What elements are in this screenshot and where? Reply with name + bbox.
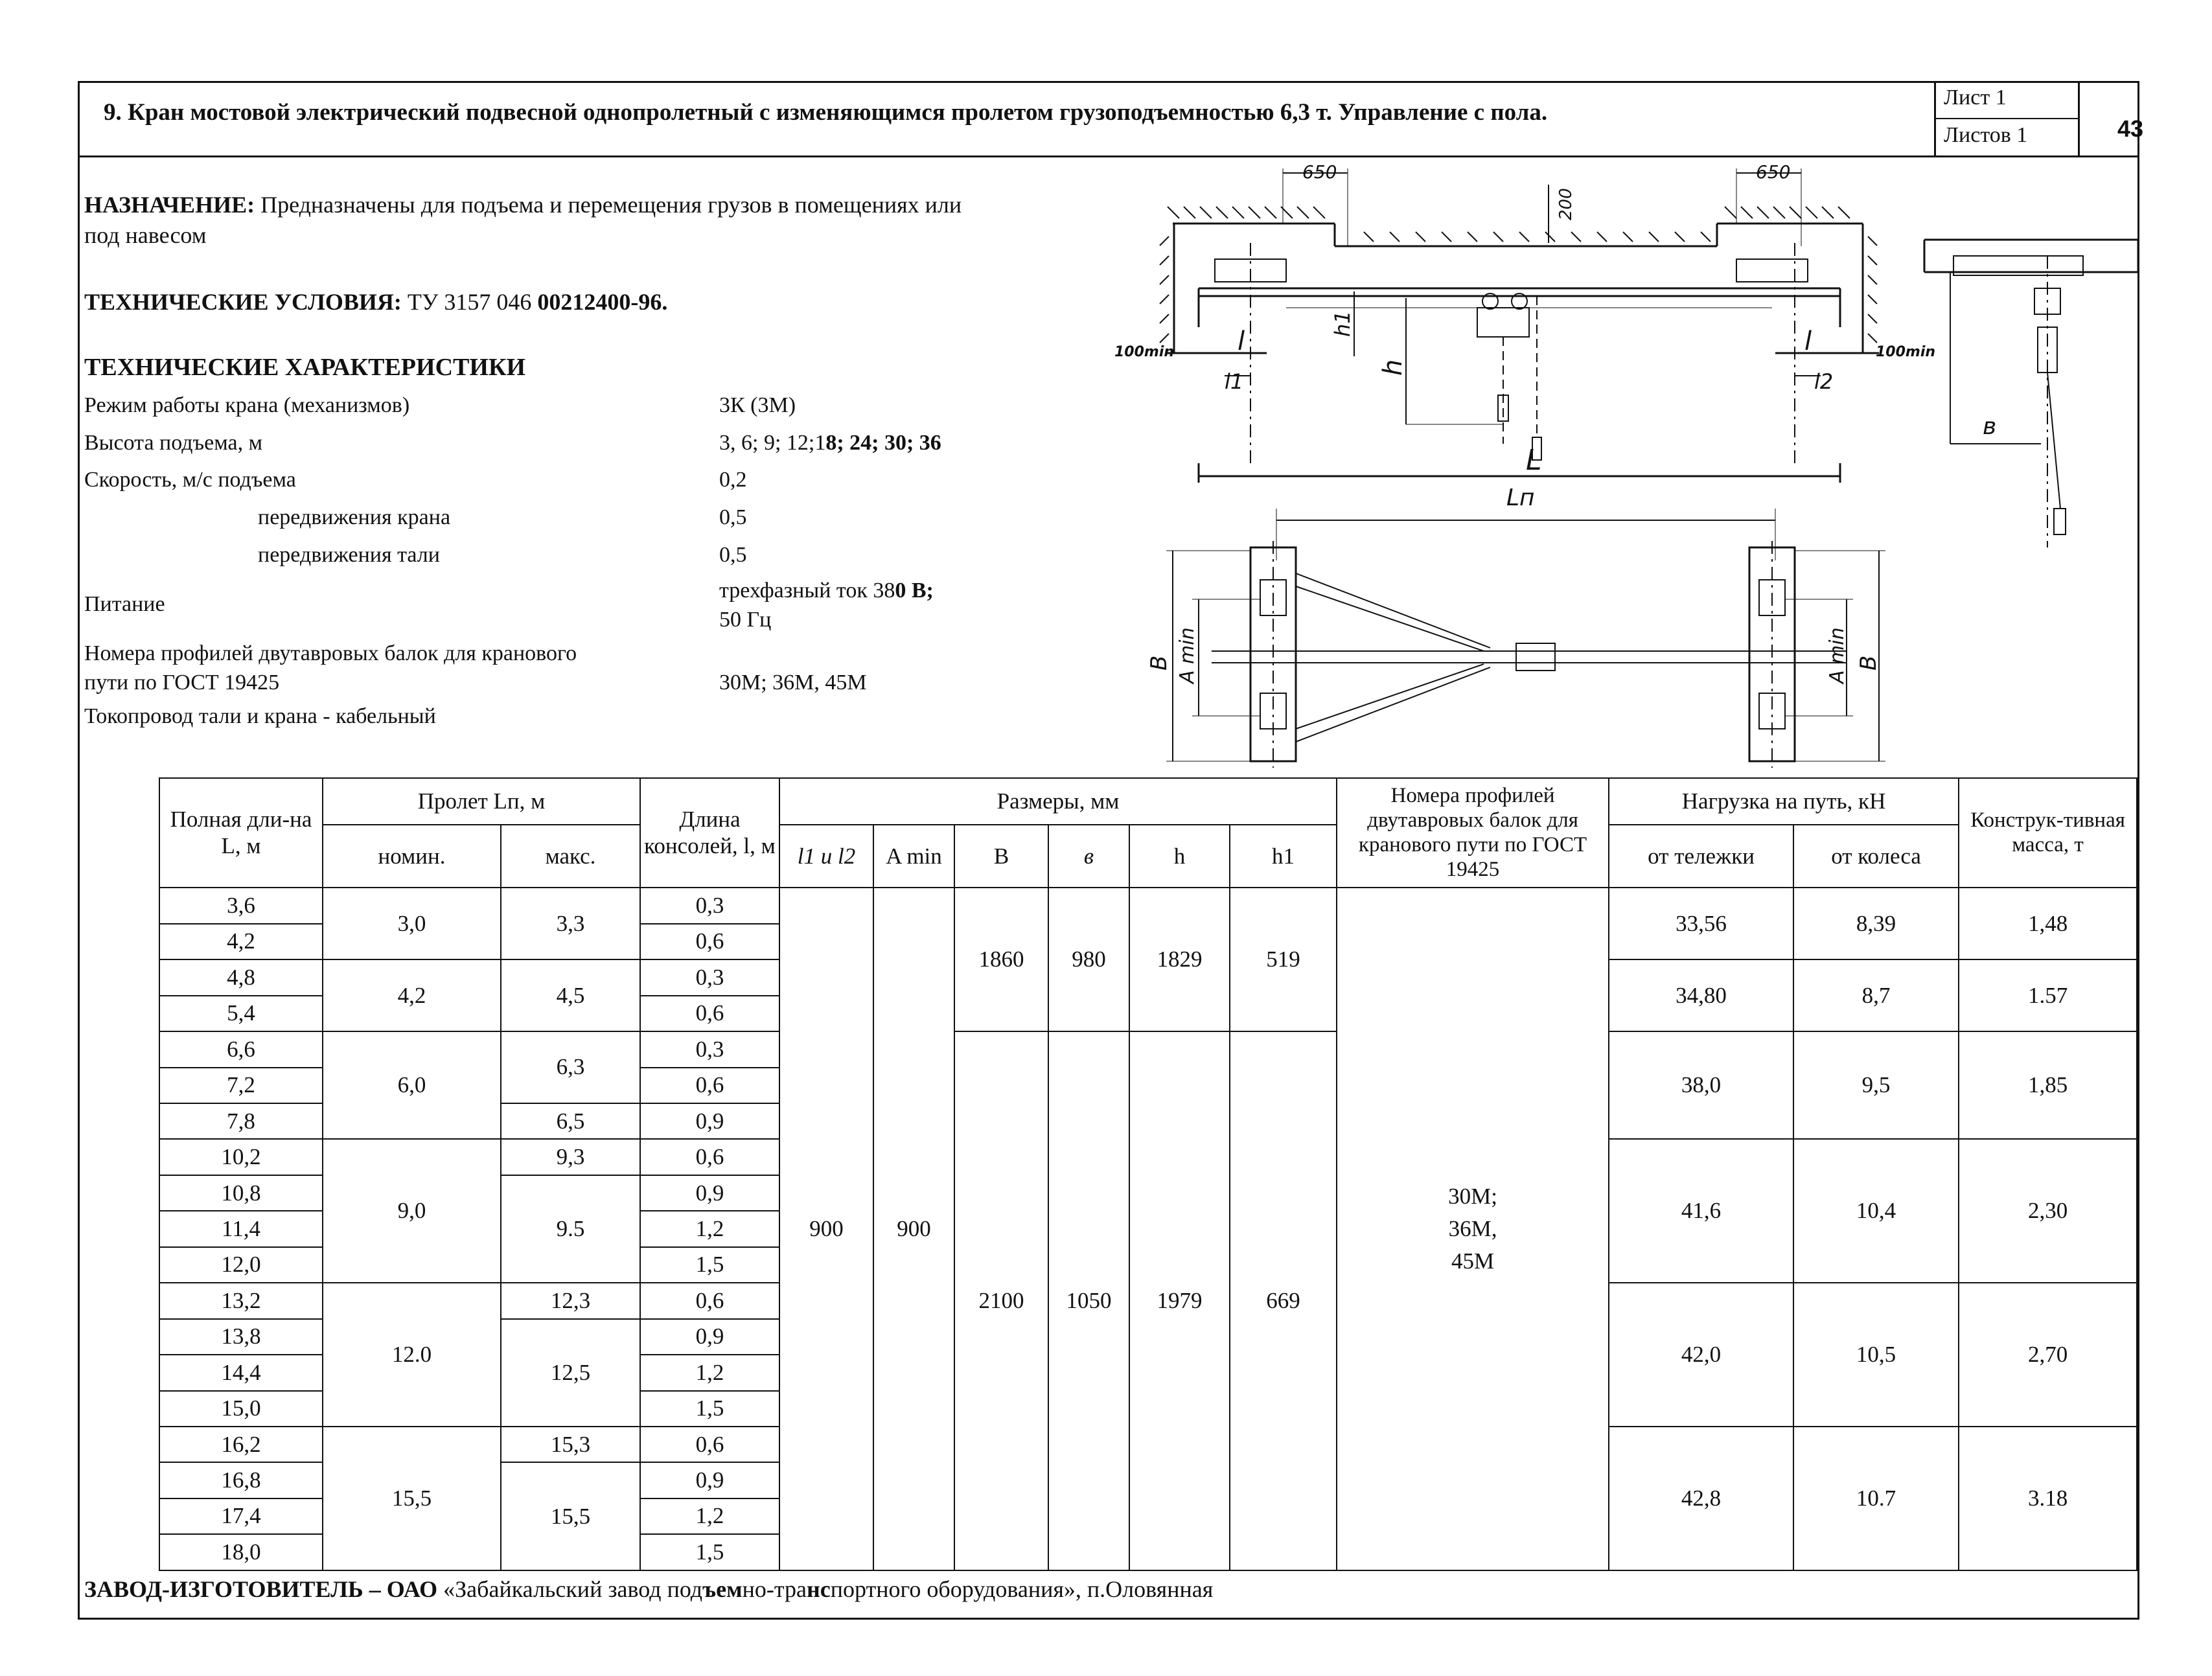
cell-console: 0,3 xyxy=(640,959,779,995)
page-number: 43 xyxy=(2117,115,2144,142)
cell-span-nom: 9,0 xyxy=(323,1139,501,1283)
label-Amin-left: A min xyxy=(1176,627,1199,683)
speed-crane-value: 0,5 xyxy=(719,505,747,529)
cell-span-nom: 6,0 xyxy=(323,1031,501,1139)
profile-1: 30М; xyxy=(1448,1183,1497,1209)
cell-L: 12,0 xyxy=(159,1247,323,1283)
cell-load-wheel: 9,5 xyxy=(1793,1031,1959,1139)
label-B-left: B xyxy=(1146,655,1172,671)
cell-h-group2: 1979 xyxy=(1129,1031,1230,1570)
label-100min-right: 100min xyxy=(1876,344,1936,360)
cell-L: 7,8 xyxy=(159,1103,323,1139)
label-Lp: Lп xyxy=(1506,485,1535,511)
tech-conditions-value-b: 00212400-96. xyxy=(537,289,668,315)
header-h1: h1 xyxy=(1230,825,1337,888)
cell-L: 16,2 xyxy=(159,1427,323,1462)
cell-load-wheel: 8,39 xyxy=(1793,888,1959,959)
header-amin: A min xyxy=(873,825,954,888)
cell-mass: 1,85 xyxy=(1959,1031,2137,1139)
crane-parameters-table xyxy=(159,777,2137,1571)
cell-span-max: 4,5 xyxy=(501,959,640,1031)
tech-conditions-value-a: ТУ 3157 046 xyxy=(401,289,538,315)
cell-l1l2: 900 xyxy=(779,888,873,1570)
beams-value: 30М; 36М, 45М xyxy=(719,671,867,695)
purpose-line-1 xyxy=(84,191,962,218)
height-value-b: 8; 24; 30; 36 xyxy=(825,431,941,455)
speed-label: Скорость, м/с подъема xyxy=(84,468,296,492)
cell-L: 7,2 xyxy=(159,1068,323,1103)
height-value-a: 3, 6; 9; 12;1 xyxy=(719,431,826,455)
cell-span-nom: 15,5 xyxy=(323,1427,501,1570)
cell-console: 1,5 xyxy=(640,1391,779,1427)
cell-console: 0,9 xyxy=(640,1175,779,1211)
cell-L: 13,8 xyxy=(159,1319,323,1355)
plan-view xyxy=(1146,485,1885,768)
header-span-nom: номин. xyxy=(323,825,501,888)
header-full-length: Полная дли-на L, м xyxy=(159,778,323,888)
cell-h-group1: 1829 xyxy=(1129,888,1230,1031)
beams-label-1: Номера профилей двутавровых балок для кранового xyxy=(84,641,577,665)
label-l2: l2 xyxy=(1814,369,1834,394)
manufacturer-text-a: «Забайкальский завод под xyxy=(437,1576,703,1602)
label-B-right: B xyxy=(1856,655,1882,671)
label-L: L xyxy=(1526,444,1542,477)
cell-load-wheel: 10,5 xyxy=(1793,1283,1959,1427)
cell-b-group2: 1050 xyxy=(1048,1031,1129,1570)
tech-conditions-label: ТЕХНИЧЕСКИЕ УСЛОВИЯ: xyxy=(84,289,402,315)
header-load-wheel: от колеса xyxy=(1793,825,1959,888)
manufacturer-text-d: нс xyxy=(807,1576,831,1602)
cell-load-trolley: 34,80 xyxy=(1609,959,1793,1031)
cell-load-trolley: 41,6 xyxy=(1609,1139,1793,1283)
cell-span-nom: 3,0 xyxy=(323,888,501,959)
cell-console: 0,9 xyxy=(640,1319,779,1355)
cell-console: 0,3 xyxy=(640,1031,779,1067)
manufacturer-text-f: », п.Оловянная xyxy=(1063,1576,1214,1602)
speed-lift-value: 0,2 xyxy=(719,468,747,492)
label-h: h xyxy=(1378,359,1408,376)
cell-B-group2: 2100 xyxy=(954,1031,1048,1570)
header-console: Длина консолей, l, м xyxy=(640,778,779,888)
cell-b-group1: 980 xyxy=(1048,888,1129,1031)
cell-B-group1: 1860 xyxy=(954,888,1048,1031)
header-load: Нагрузка на путь, кН xyxy=(1609,778,1959,825)
cell-span-max: 15,5 xyxy=(501,1462,640,1570)
cell-L: 3,6 xyxy=(159,888,323,923)
cell-L: 6,6 xyxy=(159,1031,323,1067)
header-sizes: Размеры, мм xyxy=(779,778,1337,825)
label-100min-left: 100min xyxy=(1114,344,1175,360)
sheets-label: Листов 1 xyxy=(1944,123,2028,147)
cell-span-max: 9,3 xyxy=(501,1139,640,1175)
purpose-text-1: Предназначены для подъема и перемещения грузов в помещениях или xyxy=(255,192,962,218)
cell-span-max: 12,3 xyxy=(501,1283,640,1318)
cell-console: 1,2 xyxy=(640,1211,779,1246)
cell-console: 0,6 xyxy=(640,924,779,959)
cell-console: 1,5 xyxy=(640,1534,779,1570)
cell-L: 10,2 xyxy=(159,1139,323,1175)
cell-console: 0,9 xyxy=(640,1462,779,1498)
dim-200: 200 xyxy=(1556,188,1576,220)
cell-console: 1,2 xyxy=(640,1498,779,1534)
manufacturer-label: ЗАВОД-ИЗГОТОВИТЕЛЬ – ОАО xyxy=(84,1576,438,1602)
height-value xyxy=(719,431,941,455)
side-elevation xyxy=(1114,161,1935,483)
cell-span-max: 9.5 xyxy=(501,1175,640,1283)
power-label: Питание xyxy=(84,592,165,616)
cell-load-wheel: 8,7 xyxy=(1793,959,1959,1031)
header-profiles: Номера профилей двутавровых балок для кранового пути по ГОСТ 19425 xyxy=(1337,778,1609,888)
speed-crane-label: передвижения крана xyxy=(258,505,451,529)
height-label: Высота подъема, м xyxy=(84,431,263,455)
header-load-trolley: от тележки xyxy=(1609,825,1793,888)
cell-mass: 2,30 xyxy=(1959,1139,2137,1283)
cell-L: 17,4 xyxy=(159,1498,323,1534)
cell-h1-group2: 669 xyxy=(1230,1031,1337,1570)
cell-L: 16,8 xyxy=(159,1462,323,1498)
header-divider xyxy=(78,155,2139,157)
speed-hoist-label: передвижения тали xyxy=(258,543,440,567)
cell-span-nom: 12.0 xyxy=(323,1283,501,1427)
cell-L: 13,2 xyxy=(159,1283,323,1318)
cell-console: 0,6 xyxy=(640,1283,779,1318)
header-B: B xyxy=(954,825,1048,888)
cell-span-max: 6,3 xyxy=(501,1031,640,1103)
dim-650-right: 650 xyxy=(1756,161,1791,183)
power-frequency: 50 Гц xyxy=(719,608,772,632)
manufacturer-text-b: ъем xyxy=(702,1576,743,1602)
mode-label: Режим работы крана (механизмов) xyxy=(84,393,410,417)
cell-span-max: 15,3 xyxy=(501,1427,640,1462)
label-b-end: в xyxy=(1983,413,1997,440)
cell-load-trolley: 33,56 xyxy=(1609,888,1793,959)
purpose-label: НАЗНАЧЕНИЕ: xyxy=(84,192,255,218)
cell-load-wheel: 10.7 xyxy=(1793,1427,1959,1570)
cell-L: 4,2 xyxy=(159,924,323,959)
cell-L: 15,0 xyxy=(159,1391,323,1427)
cell-L: 4,8 xyxy=(159,959,323,995)
power-value xyxy=(719,579,934,603)
cell-span-max: 12,5 xyxy=(501,1319,640,1427)
cell-span-max: 3,3 xyxy=(501,888,640,959)
cell-mass: 2,70 xyxy=(1959,1283,2137,1427)
header-h: h xyxy=(1129,825,1230,888)
cell-span-max: 6,5 xyxy=(501,1103,640,1139)
page-title: 9. Кран мостовой электрический подвесной однопролетный с изменяющимся пролетом грузоподъемностью 6,3 т. Управление с пола. xyxy=(104,99,1548,126)
header-mass: Конструк-тивная масса, т xyxy=(1959,778,2137,888)
profile-3: 45М xyxy=(1451,1248,1495,1274)
sheet-box-divider xyxy=(1934,118,2080,119)
sheet-label: Лист 1 xyxy=(1944,86,2007,109)
manufacturer-text-e: портного оборудования xyxy=(830,1576,1064,1602)
cell-mass: 3.18 xyxy=(1959,1427,2137,1570)
cell-mass: 1.57 xyxy=(1959,959,2137,1031)
power-value-b: 0 В; xyxy=(895,579,934,603)
cell-span-nom: 4,2 xyxy=(323,959,501,1031)
mode-value: 3К (3М) xyxy=(719,393,796,417)
cell-console: 1,2 xyxy=(640,1355,779,1390)
tech-conditions xyxy=(84,288,667,316)
manufacturer-footer xyxy=(84,1576,1213,1603)
cell-load-wheel: 10,4 xyxy=(1793,1139,1959,1283)
cell-console: 0,3 xyxy=(640,888,779,923)
header-l1l2: l1 и l2 xyxy=(779,825,873,888)
cell-L: 10,8 xyxy=(159,1175,323,1211)
cell-profiles xyxy=(1337,888,1609,1570)
cell-console: 0,9 xyxy=(640,1103,779,1139)
cell-load-trolley: 42,8 xyxy=(1609,1427,1793,1570)
cell-console: 0,6 xyxy=(640,1068,779,1103)
cell-L: 14,4 xyxy=(159,1355,323,1390)
purpose-text-2: под навесом xyxy=(84,222,207,248)
crane-drawing xyxy=(1101,159,2138,774)
cell-L: 18,0 xyxy=(159,1534,323,1570)
beams-label-2: пути по ГОСТ 19425 xyxy=(84,671,280,695)
header-b: в xyxy=(1048,825,1129,888)
cell-L: 11,4 xyxy=(159,1211,323,1246)
header-span-max: макс. xyxy=(501,825,640,888)
end-view xyxy=(1924,240,2138,547)
cell-console: 1,5 xyxy=(640,1247,779,1283)
specs-heading: ТЕХНИЧЕСКИЕ ХАРАКТЕРИСТИКИ xyxy=(84,354,526,381)
profile-2: 36М, xyxy=(1448,1216,1497,1242)
label-l-right: l xyxy=(1804,327,1812,356)
current-label: Токопровод тали и крана - кабельный xyxy=(84,704,436,728)
cell-amin: 900 xyxy=(873,888,954,1570)
cell-load-trolley: 42,0 xyxy=(1609,1283,1793,1427)
power-value-a: трехфазный ток 38 xyxy=(719,579,895,603)
cell-L: 5,4 xyxy=(159,996,323,1031)
label-l-left: l xyxy=(1238,327,1245,356)
label-l1: l1 xyxy=(1225,369,1244,394)
cell-h1-group1: 519 xyxy=(1230,888,1337,1031)
header-span: Пролет Lп, м xyxy=(323,778,640,825)
manufacturer-text-c: но-тра xyxy=(742,1576,807,1602)
label-Amin-right: A min xyxy=(1826,627,1849,683)
cell-console: 0,6 xyxy=(640,1427,779,1462)
cell-console: 0,6 xyxy=(640,996,779,1031)
cell-console: 0,6 xyxy=(640,1139,779,1175)
cell-mass: 1,48 xyxy=(1959,888,2137,959)
dim-650-left: 650 xyxy=(1302,161,1337,183)
cell-load-trolley: 38,0 xyxy=(1609,1031,1793,1139)
label-h1: h1 xyxy=(1330,310,1355,337)
speed-hoist-value: 0,5 xyxy=(719,543,747,567)
